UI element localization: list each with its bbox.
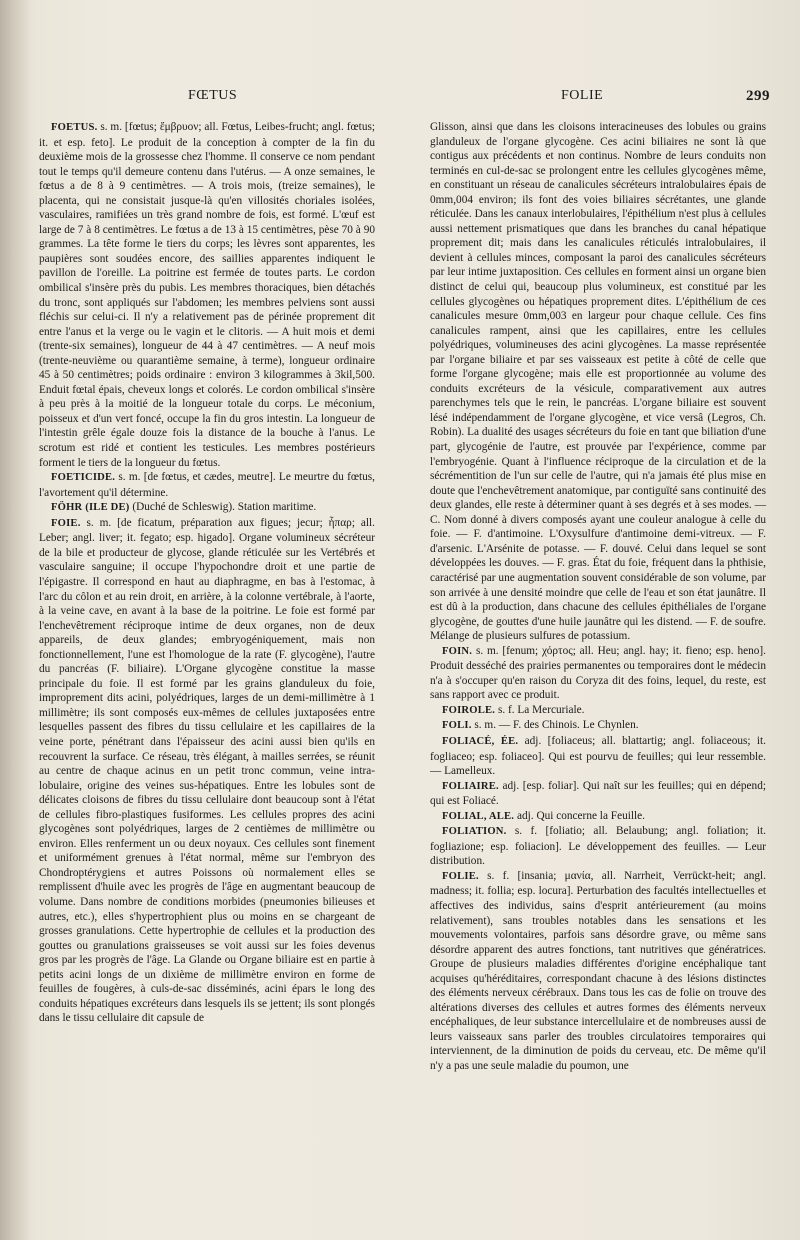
entry-foin (430, 644, 766, 703)
entry-foli (430, 718, 766, 734)
headword: FOIE. (51, 517, 81, 529)
entry-foie (39, 516, 375, 1026)
entry-text: s. m. [fœtus; ἔμβρυον; all. Fœtus, Leibes-frucht; angl. fœtus; it. et esp. feto]. Le produit de la conception à compter de la fin du deuxième mois de la grossesse chez l'homme. Il conserve ce nom pendant tout le temps qu'il demeure contenu dans l'utérus. — A onze semaines, le fœtus a de 8 à 9 centimètres. — A trois mois, (treize semaines), le placenta, qui ne consistait jusque-là qu'en villosités choriales isolées, vasculaires, ramifiées un très grand nombre de fois, est formé. L'œuf est large de 7 à 8 centimètres. Le fœtus a de 13 à 15 centimètres, pèse 70 à 90 grammes. La tête forme le tiers du corps; les lèvres sont apparentes, les paupières sont soudées encore, des saillies apparentes indiquent le pavillon de l'oreille. La poitrine est fermée de toutes parts. Le cordon ombilical s'insère près du pubis. Les membres thoraciques, bien détachés du tronc, sont appliqués sur l'abdomen; les membres pelviens sont aussi fléchis sur celui-ci. Il n'y a relativement pas de périnée proprement dit entre l'anus et la verge ou le vagin et le clitoris. — A huit mois et demi (trente-six semaines), longueur de 44 à 47 centimètres. — A neuf mois (trente-neuvième ou quarantième semaine, à terme), longueur ordinaire 45 à 50 centimètres; poids ordinaire : environ 3 kilogrammes à 3kil,500. Enduit fœtal épais, cheveux longs et colorés. Le cordon ombilical s'insère à peu près à la moitié de la longueur totale du corps. Le méconium, poisseux et d'un vert foncé, occupe la fin du gros intestin. La longueur de l'intestin grêle égale douze fois la distance de la bouche à l'anus. Le scrotum est ridé et contient les testicules. Les membres postérieurs forment le tiers de la longueur du fœtus. (39, 121, 375, 469)
running-head (38, 88, 778, 110)
headword: FOETICIDE. (51, 472, 116, 484)
headword: FÖHR (ILE DE) (51, 502, 130, 514)
entry-text: s. f. [foliatio; all. Belaubung; angl. foliation; it. fogliazione; esp. foliacion]. Le développement des feuilles. — Leur distribution. (430, 825, 767, 868)
header-left-word: FŒTUS (188, 88, 238, 103)
entry-text: s. m. [fenum; χόρτος; all. Heu; angl. hay; it. fieno; esp. heno]. Produit desséché des prairies permanentes ou temporaires dont le médecin n'a à s'occuper qu'en raison du Coryza dit des foins, lequel, du reste, est sans rapport avec ce produit. (430, 644, 766, 702)
entry-text: (Duché de Schleswig). Station maritime. (132, 501, 317, 514)
entry-text: s. f. [insania; μανία, all. Narrheit, Verrückt-heit; angl. madness; it. follia; esp. locura]. Perturbation des facultés intellectuelles et affectives des individus, sains d'esprit antérieurement (au moins relativement), sans troubles notables dans les sensations et les mouvements volontaires, parfois sans désordre grave, ou même sans désordre apparent des autres fonctions, tant nutritives que génératrices. Groupe de plusieurs maladies différentes d'origine encéphalique tant acquises qu'héréditaires, correspondant chacune à des lésions distinctes des éléments nerveux cérébraux. Dans tous les cas de folie on trouve des altérations diverses des cellules et autres formes des éléments nerveux encéphaliques, de leur substance intercellulaire et de nombreuses aussi de leurs vaisseaux sans parler des troubles circulatoires temporaires qui interviennent, de la diminution de poids du cerveau, etc. De même qu'il n'y a pas une seule maladie du poumon, une (430, 869, 766, 1072)
entry-text: s. f. La Mercuriale. (497, 703, 585, 716)
headword: FOLIE. (442, 870, 479, 882)
entry-foliation (430, 824, 766, 869)
headword: FOLIAL, ALE. (442, 810, 515, 822)
entry-folial (430, 809, 766, 825)
entry-text: adj. [foliaceus; all. blattartig; angl. foliaceous; it. fogliaceo; esp. foliaceo]. Qui est pourvu de feuilles; qui leur ressemble. — Lamelleux. (430, 734, 767, 778)
headword: FOIROLE. (442, 704, 496, 716)
entry-foie-continued (430, 120, 766, 644)
entry-foliaire (430, 779, 766, 809)
entry-fohr (39, 500, 375, 516)
headword: FOLIAIRE. (442, 780, 499, 792)
headword: FOLIACÉ, ÉE. (442, 735, 519, 747)
entry-foirole (430, 703, 766, 719)
page-number: 299 (746, 88, 770, 104)
headword: FOLIATION. (442, 826, 507, 838)
entry-foetus (39, 120, 375, 470)
book-spine-shadow (0, 0, 30, 1240)
headword: FOLI. (442, 720, 472, 732)
entry-foliace (430, 734, 766, 779)
entry-text: s. m. — F. des Chinois. Le Chynlen. (474, 719, 639, 732)
entry-text: adj. Qui concerne la Feuille. (517, 809, 645, 822)
entry-text: s. m. [de ficatum, préparation aux figues; jecur; ἧπαρ; all. Leber; angl. liver; it. fegato; esp. higado]. Organe volumineux sécréteur de la bile et producteur de glycose, glande réticulée sur les Vertébrés et vasculaire sanguine; il occupe l'hypochondre droit et une partie de l'épigastre. Il correspond en haut au diaphragme, en bas à l'estomac, à l'arc du côlon et au rein droit, en arrière, à la colonne vertébrale, à l'aorte, à la veine cave, en avant à la base de la poitrine. Le foie est formé par l'enchevêtrement réciproque intime de deux organes, non de deux appareils, de deux glandes; embryogéniquement, mais non fonctionnellement, l'une est l'homologue de la rate (F. glycogène), l'autre du pancréas (F. biliaire). L'Organe glycogène constitue la masse principale du foie. Il est formé par les grains glanduleux du foie, improprement dits acini, polyédriques, larges de un demi-millimètre à 1 millimètre; ils sont composés eux-mêmes de cellules juxtaposées entre lesquelles passent des fibres du tissu cellulaire et les capillaires de la veine porte, pénétrant dans l'épaisseur des acini aussi bien qu'ils en recouvrent la surface. Ce réseau, très élégant, à mailles serrées, se réunit au centre de chaque acinus en un petit tronc commun, veine intra-lobulaire, origine des veines sus-hépatiques. Entre les lobules sont de délicates cloisons de fibres du tissu cellulaire dont beaucoup sont à l'état de cellules fibro-plastiques fusiformes. Les cellules propres des acini glycogènes sont polyédriques, larges de 2 centièmes de millimètre ou environ. Elles renferment un ou deux noyaux. Ces cellules sont finement et uniformément grenues à l'état normal, même sur l'embryon des Chondroptérygiens et autres Poissons où normalement elles se remplissent d'huile avec les progrès de l'âge en augmentant beaucoup de volume. Dans nombre de conditions morbides (pneumonies bilieuses et autres, etc.), elles s'hypertrophient plus ou moins en se chargeant de grosses granulations. Cette hypertrophie de cellules et la production des gouttes ou granulations graisseuses se voit aussi sur les foies devenus gros par les progrès de l'âge. La Glande ou Organe biliaire est en partie à petits acini longs de un dixième de millimètre environ en forme de feuilles de fougères, à culs-de-sac disséminés, acini épars le long des conduits hépatiques excréteurs dans lesquels ils se jettent; ils sont plongés dans le tissu cellulaire dit capsule de (39, 516, 375, 1025)
right-column (430, 120, 766, 1074)
entry-folie (430, 869, 766, 1074)
headword: FOIN. (442, 645, 473, 657)
entry-text: adj. [esp. foliar]. Qui naît sur les feuilles; qui en dépend; qui est Foliacé. (430, 779, 766, 808)
entry-text: s. m. [de fœtus, et cædes, meutre]. Le meurtre du fœtus, l'avortement qu'il détermine. (39, 471, 375, 499)
headword: FOETUS. (51, 122, 98, 133)
entry-foeticide (39, 470, 375, 500)
left-column (39, 120, 375, 1026)
header-center-word: FOLIE (561, 88, 604, 103)
entry-text: Glisson, ainsi que dans les cloisons interacineuses des lobules ou grains glanduleux de l'organe glycogène. Ces acini biliaires ne sont là que contigus aux précédents et non continus. Nombre de leurs conduits non terminés en cul-de-sac se prolongent entre les cellules glycogènes même, en constituant un réseau de canalicules sécréteurs intralobulaires épais de 0mm,004 environ; ils font des voies biliaires sécrétantes, une glande réticulée. Dans les canaux interlobulaires, l'épithélium n'est plus à cellules aussi nettement prismatiques que dans les branches du canal hépatique proprement dit; mais dans les canalicules réticulés intralobulaires, il devient à cellules minces, composant la paroi des canalicules sécréteurs par leur intime juxtaposition. Ces cellules en forment ainsi un organe bien distinct de celui qui, beaucoup plus volumineux, est constitué par les cellules glycogènes ou hépatiques proprement dites. L'épithélium de ces canalicules mesure 0mm,003 en largeur pour chaque cellule. Ces fins canalicules rampent, ainsi que les capillaires, entre les cellules polyédriques, volumineuses des acini glycogènes. La masse représentée par l'organe biliaire et par ses vaisseaux est petite à côté de celle que forme l'organe glycogène; mais elle est proportionnée au volume des conduits excréteurs de la vésicule, comparativement aux autres parenchymes tels que le rein, le pancréas. L'organe biliaire est souvent lésé indépendamment de l'organe glycogène, et vice versâ (Legros, Ch. Robin). La dualité des usages sécréteurs du foie en tant que biliation d'une part, glycogénie de l'autre, est prouvée par l'expérience, comme par l'embryogénie. Quant à l'influence réciproque de la circulation et de la sécrémentition de l'un sur celle de l'autre, qui n'a jamais été plus mise en doute que l'enchevêtrement anatomique, par contiguïté sans continuité des deux glandes, elle reste à déterminer quant à ses degrés et à ses modes. — C. Nom donné à divers composés ayant une couleur analogue à celle du foie. — F. d'antimoine. L'Oxysulfure d'antimoine demi-vitreux. — F. d'arsenic. L'Arsénite de potasse. — F. douvé. Celui dans lequel se sont développées les douves. — F. gras. État du foie, fréquent dans la phthisie, caractérisé par une augmentation souvent considérable de son volume, par son arrivée à une densité moindre que celle de l'eau et son état jaunâtre. Il est dû à la production, dans chacune des cellules épithéliales de l'organe glycogène, de gouttes d'une huile jaunâtre qui les distend. — F. de soufre. Mélange de plusieurs sulfures de potassium. (430, 121, 766, 643)
